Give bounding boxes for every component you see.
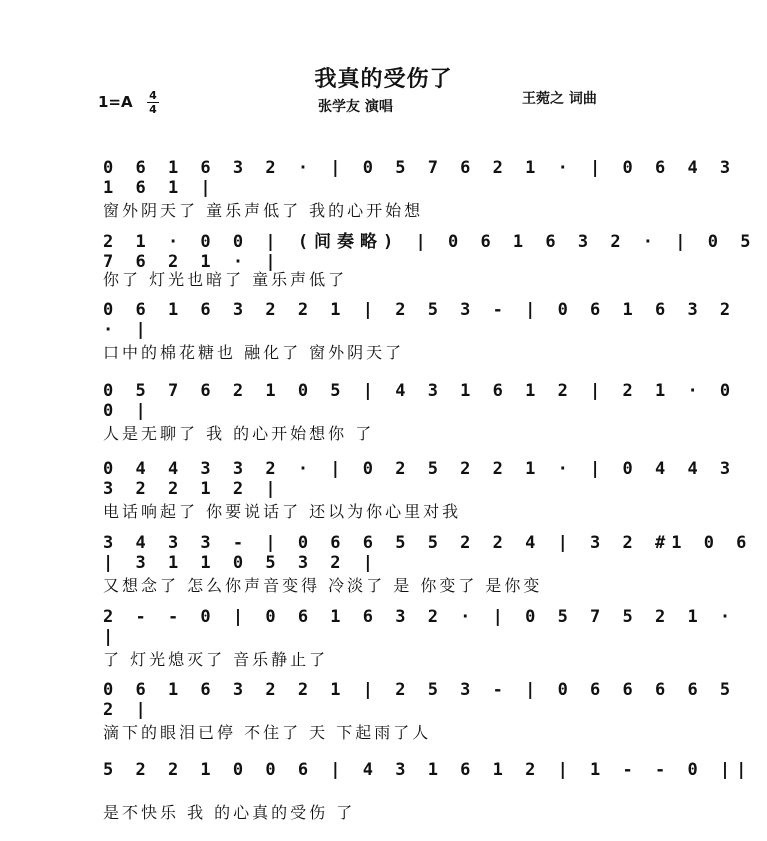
score-line-4 <box>0 381 767 451</box>
notes-line-2: 2 1 · 0 0 | (间奏略) | 0 6 1 6 3 2 · | 0 5 7 6 2 1 · | <box>103 232 757 272</box>
lyrics-line-5: 电话响起了 你要说话了 还以为你心里对我 <box>103 502 462 521</box>
score-line-6 <box>0 533 767 603</box>
time-signature-top: 4 <box>149 89 157 102</box>
score-line-2 <box>0 227 767 297</box>
time-signature <box>147 90 159 115</box>
lyrics-line-3: 口中的棉花糖也 融化了 窗外阴天了 <box>103 343 405 362</box>
score-line-5 <box>0 459 767 529</box>
lyrics-line-8: 滴下的眼泪已停 不住了 天 下起雨了人 <box>103 723 432 742</box>
score-line-1 <box>0 158 767 228</box>
lyrics-line-1: 窗外阴天了 童乐声低了 我的心开始想 <box>103 201 424 220</box>
composer-credit: 王菀之 词曲 <box>522 91 597 107</box>
notes-line-3: 0 6 1 6 3 2 2 1 | 2 5 3 - | 0 6 1 6 3 2 · | <box>103 300 737 340</box>
lyrics-line-4: 人是无聊了 我 的心开始想你 了 <box>103 424 375 443</box>
score-line-3 <box>0 300 767 370</box>
song-title: 我真的受伤了 <box>314 67 453 92</box>
score-line-7 <box>0 607 767 677</box>
time-signature-bottom: 4 <box>149 103 157 116</box>
notes-line-7: 2 - - 0 | 0 6 1 6 3 2 · | 0 5 7 5 2 1 · | <box>103 607 737 647</box>
notes-line-9: 5 2 2 1 0 0 6 | 4 3 1 6 1 2 | 1 - - 0 || <box>103 760 753 780</box>
notes-line-5: 0 4 4 3 3 2 · | 0 2 5 2 2 1 · | 0 4 4 3 3 2 2 1 2 | <box>103 459 737 499</box>
lyrics-line-9: 是不快乐 我 的心真的受伤 了 <box>103 803 356 822</box>
singer-credit: 张学友 演唱 <box>318 99 393 115</box>
notes-line-4: 0 5 7 6 2 1 0 5 | 4 3 1 6 1 2 | 2 1 · 0 0 | <box>103 381 737 421</box>
lyrics-line-2: 你了 灯光也暗了 童乐声低了 <box>103 270 348 289</box>
score-line-8 <box>0 680 767 750</box>
notes-line-6: 3 4 3 3 - | 0 6 6 5 5 2 2 4 | 3 2 #1 0 6 | 3 1 1 0 5 3 2 | <box>103 533 753 573</box>
notes-line-1: 0 6 1 6 3 2 · | 0 5 7 6 2 1 · | 0 6 4 3 1 6 1 | <box>103 158 737 198</box>
notes-line-8: 0 6 1 6 3 2 2 1 | 2 5 3 - | 0 6 6 6 6 5 2 | <box>103 680 737 720</box>
score-line-9 <box>0 760 767 830</box>
key-signature: 1=A <box>98 93 133 111</box>
lyrics-line-7: 了 灯光熄灭了 音乐静止了 <box>103 650 329 669</box>
lyrics-line-6: 又想念了 怎么你声音变得 冷淡了 是 你变了 是你变 <box>103 576 543 595</box>
